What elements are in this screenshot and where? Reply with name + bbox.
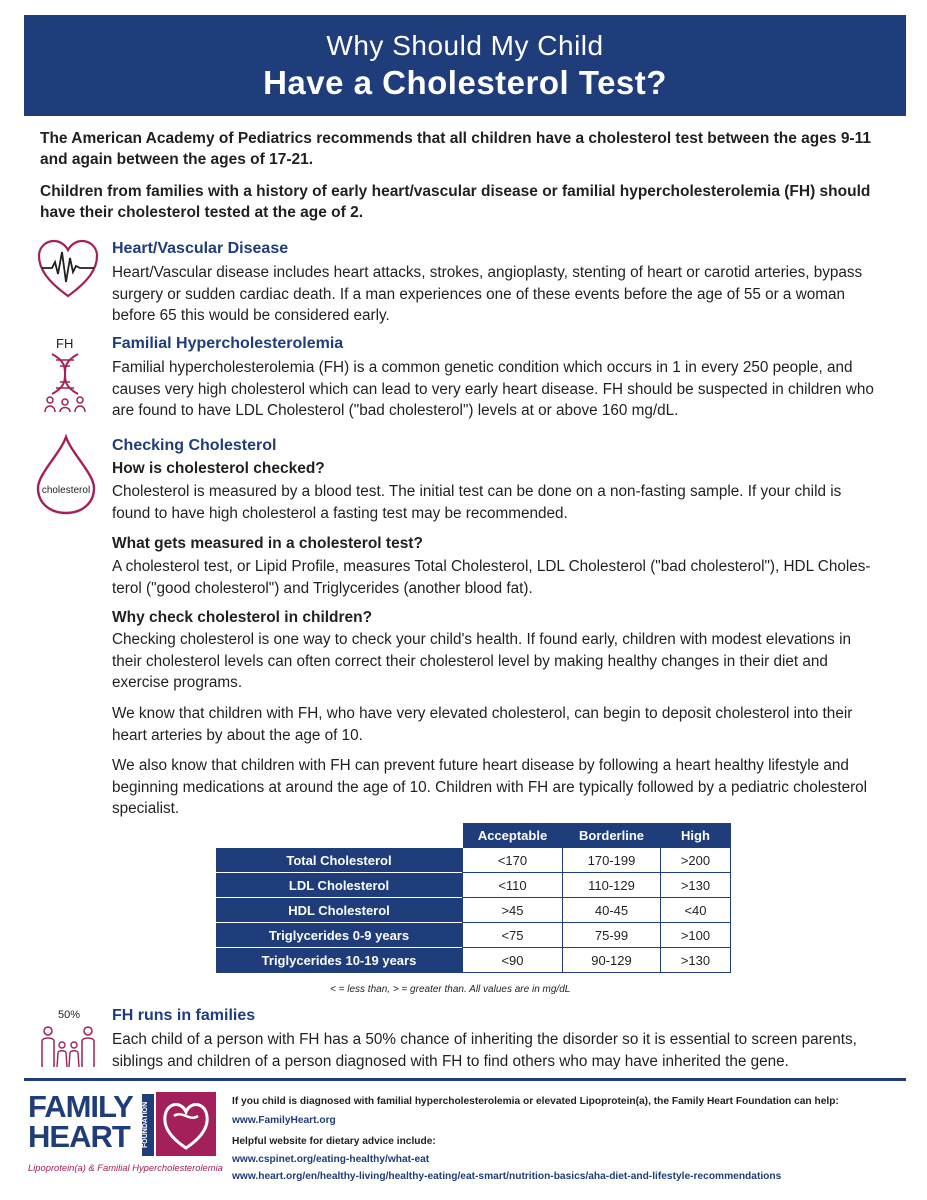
table-legend: < = less than, > = greater than. All values are in mg/dL <box>330 984 571 995</box>
heart-org-link[interactable]: www.heart.org/en/healthy-living/healthy-eating/eat-smart/nutrition-basics/aha-diet-and-lifestyle-recommendations <box>232 1171 782 1182</box>
table-cell: >45 <box>463 898 563 923</box>
blood-drop-icon <box>34 434 98 516</box>
table-cell: 40-45 <box>563 898 661 923</box>
column-header-acceptable: Acceptable <box>463 823 563 848</box>
logo-line-1: FAMILY <box>28 1089 133 1124</box>
family-icon <box>36 1005 100 1071</box>
logo-line-2: HEART <box>28 1119 130 1154</box>
row-label: Triglycerides 10-19 years <box>216 948 463 973</box>
column-header-high: High <box>661 823 731 848</box>
logo-side-text: FOUNDATION <box>142 1094 154 1156</box>
answer-how-checked: Cholesterol is measured by a blood test. The initial test can be done on a non-fasting sample. If your child is found to have high cholesterol a fasting test may be recommended. <box>112 483 842 522</box>
row-label: Triglycerides 0-9 years <box>216 923 463 948</box>
heart-section-title: Heart/Vascular Disease <box>112 240 289 257</box>
title-banner <box>24 15 906 116</box>
paragraph-fh-prevent: We also know that children with FH can prevent future heart disease by following a heart healthy lifestyle and beginning medications at around the age of 10. Children with FH are typically followed by a pediatric cholesterol specialist. <box>112 757 868 817</box>
fh-section-body: Familial hypercholesterolemia (FH) is a common genetic condition which occurs in 1 in every 250 people, and causes very high cholesterol which can lead to very early heart disease. FH should be suspected in children who are found to have LDL Cholesterol ("bad cholesterol") levels at or above 160 mg/dL. <box>112 359 874 419</box>
heart-pulse-icon <box>36 238 100 300</box>
table-row <box>216 948 731 973</box>
table-cell: >130 <box>661 873 731 898</box>
paragraph-fh-deposit: We know that children with FH, who have very elevated cholesterol, can begin to deposit cholesterol into their heart arteries by about the age of 10. <box>112 705 853 744</box>
answer-what-measured: A cholesterol test, or Lipid Profile, measures Total Cholesterol, LDL Cholesterol ("bad cholesterol"), HDL Cholesterol ("good cholesterol") and Triglycerides (another blood fat). <box>112 558 871 597</box>
answer-why-check: Checking cholesterol is one way to check your child's health. If found early, children with modest elevations in their cholesterol levels can often correct their cholesterol level by making healthy changes in their diet and exercise programs. <box>112 631 851 691</box>
table-cell: <75 <box>463 923 563 948</box>
fh-section-title: Familial Hypercholesterolemia <box>112 335 344 352</box>
table-cell: <110 <box>463 873 563 898</box>
families-section-body: Each child of a person with FH has a 50% chance of inheriting the disorder so it is essential to screen parents, siblings and children of a person diagnosed with FH to find others who may have inherited the gene. <box>112 1031 857 1070</box>
footer-diet-text: Helpful website for dietary advice include: <box>232 1136 436 1147</box>
table-row <box>216 898 731 923</box>
table-cell: >200 <box>661 848 731 873</box>
row-label: HDL Cholesterol <box>216 898 463 923</box>
column-header-borderline: Borderline <box>563 823 661 848</box>
family-heart-logo <box>28 1089 223 1192</box>
table-cell: 75-99 <box>563 923 661 948</box>
table-row <box>216 873 731 898</box>
table-cell: >130 <box>661 948 731 973</box>
logo-heart-mark-icon <box>156 1092 216 1156</box>
row-label: LDL Cholesterol <box>216 873 463 898</box>
heart-section-body: Heart/Vascular disease includes heart attacks, strokes, angioplasty, stenting of heart or carotid arteries, bypass surgery or sudden cardiac death. If a man experiences one of these events before the age of 55 or a woman before 65 this would be considered early. <box>112 264 863 324</box>
table-cell: <170 <box>463 848 563 873</box>
table-row <box>216 848 731 873</box>
family-icon-label: 50% <box>58 1009 81 1021</box>
title-line-2: Have a Cholesterol Test? <box>263 64 667 101</box>
families-section-title: FH runs in families <box>112 1007 256 1024</box>
logo-tagline: Lipoprotein(a) & Familial Hypercholesterolemia <box>28 1162 223 1173</box>
question-what-measured: What gets measured in a cholesterol test? <box>112 535 423 552</box>
question-why-check: Why check cholesterol in children? <box>112 609 373 626</box>
dna-family-icon <box>38 334 94 414</box>
table-cell: 170-199 <box>563 848 661 873</box>
cspinet-link[interactable]: www.cspinet.org/eating-healthy/what-eat <box>232 1154 430 1165</box>
drop-icon-label: cholesterol <box>41 485 91 496</box>
table-cell: 110-129 <box>563 873 661 898</box>
table-cell: <40 <box>661 898 731 923</box>
cholesterol-levels-table <box>216 823 731 973</box>
checking-section-title: Checking Cholesterol <box>112 437 277 454</box>
familyheart-link[interactable]: www.FamilyHeart.org <box>232 1115 336 1126</box>
intro-paragraph-1: The American Academy of Pediatrics recommends that all children have a cholesterol test between the ages 9-11 and again between the ages of 17-21. <box>40 130 871 168</box>
intro-paragraph-2: Children from families with a history of early heart/vascular disease or familial hypercholesterolemia (FH) should have their cholesterol tested at the age of 2. <box>40 183 871 221</box>
row-label: Total Cholesterol <box>216 848 463 873</box>
table-cell: <90 <box>463 948 563 973</box>
footer-help-text: If you child is diagnosed with familial hypercholesterolemia or elevated Lipoprotein(a), the Family Heart Foundation can help: <box>232 1096 839 1107</box>
fh-icon-label: FH <box>56 336 74 351</box>
question-how-checked: How is cholesterol checked? <box>112 460 325 477</box>
table-cell: 90-129 <box>563 948 661 973</box>
title-line-1: Why Should My Child <box>326 30 604 61</box>
footer-divider <box>24 1078 906 1081</box>
table-cell: >100 <box>661 923 731 948</box>
table-row <box>216 923 731 948</box>
